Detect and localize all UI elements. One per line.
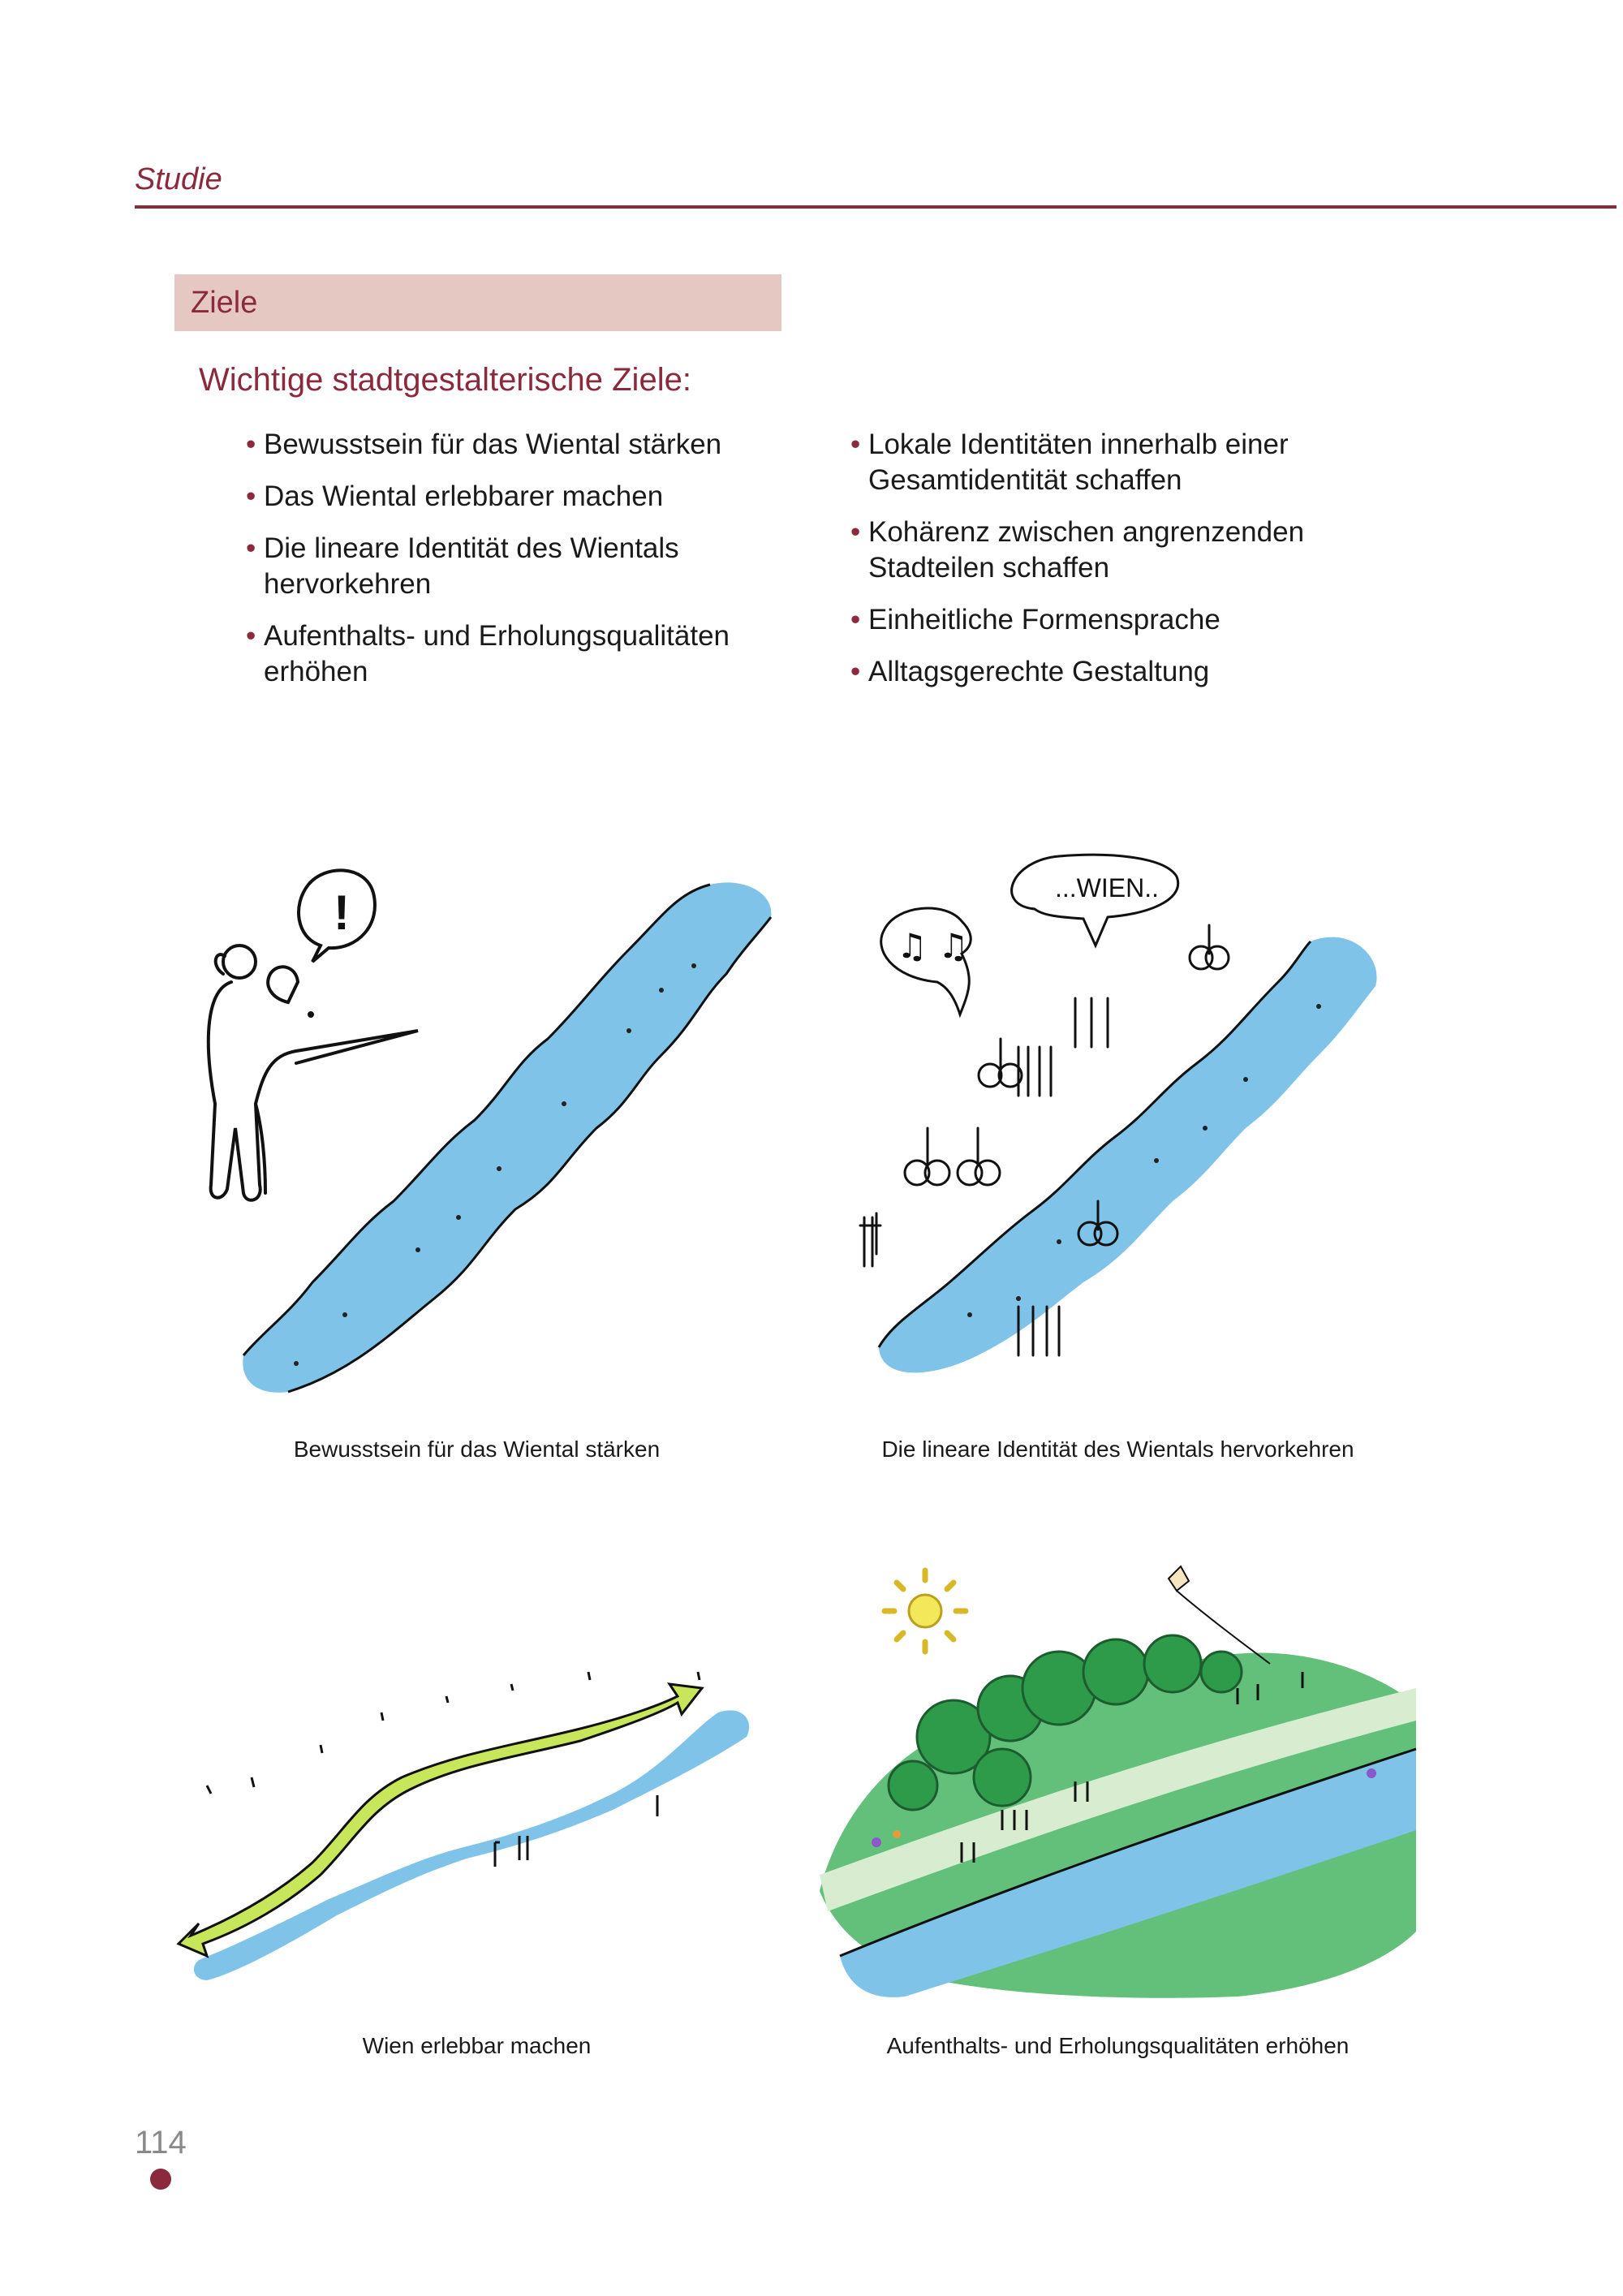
goal-text: Bewusstsein für das Wiental stärken <box>264 429 722 460</box>
path-arrow <box>179 1684 702 1956</box>
goal-item <box>246 427 814 463</box>
figure-caption: Die lineare Identität des Wientals hervorkehren <box>881 1437 1354 1462</box>
sketch-experience-vienna <box>174 1623 779 1997</box>
river-wave-line <box>879 941 1311 1347</box>
sun-icon <box>885 1570 966 1652</box>
goal-text: Das Wiental erlebbarer machen <box>264 480 664 512</box>
goal-text: erhöhen <box>264 656 368 687</box>
header-rule <box>135 205 1617 209</box>
bullet-dot: • <box>246 480 256 512</box>
sketch-linear-identity <box>816 844 1420 1396</box>
bullet-dot: • <box>246 620 256 652</box>
goal-text: hervorkehren <box>264 568 432 600</box>
subheading: Wichtige stadtgestalterische Ziele: <box>199 362 691 398</box>
header-title: Studie <box>135 162 222 196</box>
goal-text: Lokale Identitäten innerhalb einer <box>868 429 1289 460</box>
bullet-dot: • <box>850 604 861 635</box>
goal-item <box>850 515 1419 586</box>
sketch-awareness <box>174 860 779 1396</box>
page-number: 114 <box>135 2125 187 2160</box>
section-box <box>174 274 781 331</box>
goals-list-left <box>246 427 814 706</box>
river-shape <box>879 937 1377 1373</box>
bullet-dot: • <box>246 429 256 460</box>
bullet-dot: • <box>850 429 861 460</box>
tree-marks <box>207 1672 700 1794</box>
goal-text: Alltagsgerechte Gestaltung <box>868 656 1210 687</box>
speech-bubble <box>268 870 375 1002</box>
goal-item <box>850 654 1419 690</box>
goal-item <box>246 531 814 602</box>
person-figure <box>209 946 418 1200</box>
section-label: Ziele <box>191 286 258 320</box>
figure-caption: Bewusstsein für das Wiental stärken <box>293 1437 661 1462</box>
goal-text: Kohärenz zwischen angrenzenden <box>868 516 1305 548</box>
bullet-dot: • <box>246 532 256 564</box>
goal-item <box>246 479 814 515</box>
music-notes: ♫ ♫ <box>897 926 969 966</box>
goal-item <box>246 618 814 690</box>
river-shape <box>243 882 771 1392</box>
river-shape <box>194 1710 749 1980</box>
bubble-exclamation: ! <box>334 885 350 940</box>
goal-text: Die lineare Identität des Wientals <box>264 532 679 564</box>
goals-list-right <box>850 427 1419 706</box>
goal-text: Stadteilen schaffen <box>868 552 1110 584</box>
bullet-dot: • <box>850 516 861 548</box>
goal-text: Gesamtidentität schaffen <box>868 464 1182 496</box>
goal-text: Einheitliche Formensprache <box>868 604 1220 635</box>
bubble-text-wien: ...WIEN.. <box>1055 873 1159 902</box>
page-marker-dot <box>150 2169 171 2190</box>
goal-item <box>850 602 1419 638</box>
figure-caption: Wien erlebbar machen <box>362 2033 592 2058</box>
goal-item <box>850 427 1419 498</box>
people-figures <box>495 1795 657 1867</box>
goal-text: Aufenthalts- und Erholungsqualitäten <box>264 620 730 652</box>
sketch-recreation <box>816 1550 1420 2005</box>
figure-caption: Aufenthalts- und Erholungsqualitäten erhöhen <box>886 2033 1350 2058</box>
bullet-dot: • <box>850 656 861 687</box>
